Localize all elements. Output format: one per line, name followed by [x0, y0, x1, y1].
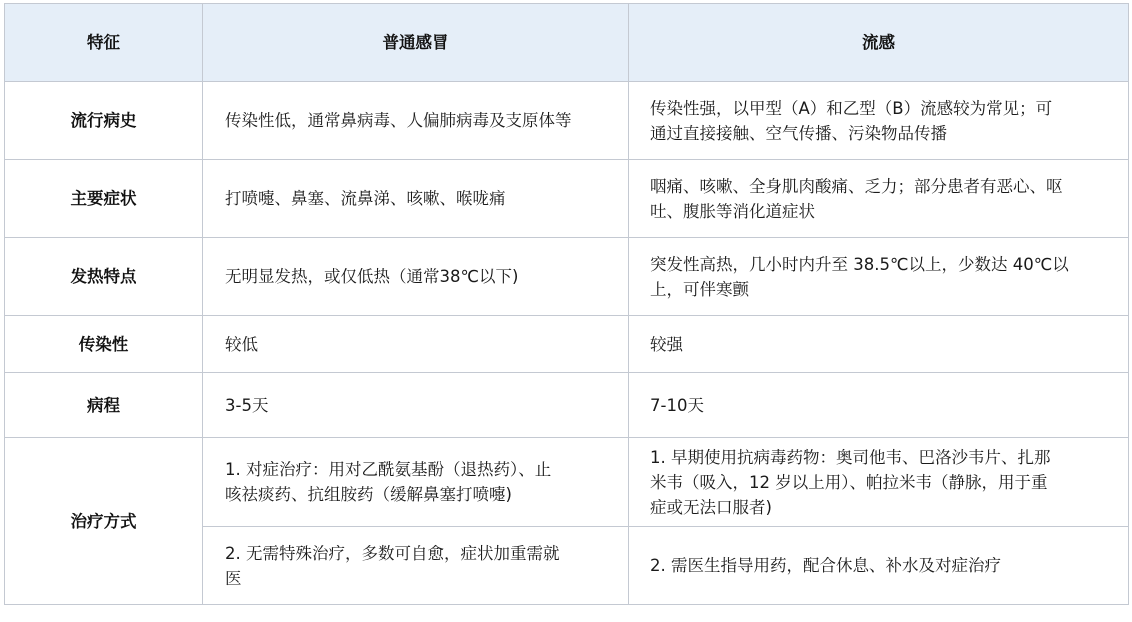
header-feature: 特征 [5, 4, 203, 82]
cell-line: 较低 [225, 334, 258, 354]
row-feature: 流行病史 [5, 82, 203, 160]
table-row [5, 373, 1129, 438]
cold-cell [203, 373, 629, 438]
flu-cell [629, 373, 1129, 438]
cell-line: 症或无法口服者) [650, 497, 772, 517]
cell-line: 3-5天 [225, 395, 269, 415]
header-row [5, 4, 1129, 82]
table-row [5, 238, 1129, 316]
cell-line: 1. 对症治疗：用对乙酰氨基酚（退热药）、止 [225, 460, 552, 479]
cell-line: 吐、腹胀等消化道症状 [650, 201, 815, 221]
header-common-cold: 普通感冒 [203, 4, 629, 82]
table-row [5, 438, 1129, 527]
cell-line: 咽痛、咳嗽、全身肌肉酸痛、乏力；部分患者有恶心、呕 [650, 176, 1063, 196]
flu-cell [629, 82, 1129, 160]
cold-cell [203, 238, 629, 316]
flu-cell [629, 527, 1129, 605]
cold-cell [203, 316, 629, 373]
cell-line: 打喷嚏、鼻塞、流鼻涕、咳嗽、喉咙痛 [225, 189, 506, 208]
cold-cell [203, 438, 629, 527]
cell-line: 突发性高热，几小时内升至 38.5℃以上，少数达 40℃以 [650, 254, 1069, 274]
cell-line: 1. 早期使用抗病毒药物：奥司他韦、巴洛沙韦片、扎那 [650, 447, 1051, 467]
flu-cell [629, 438, 1129, 527]
table-row [5, 160, 1129, 238]
row-feature: 传染性 [5, 316, 203, 373]
cell-line: 7-10天 [650, 395, 704, 415]
cold-cell [203, 160, 629, 238]
cold-cell [203, 527, 629, 605]
flu-cell [629, 316, 1129, 373]
cell-line: 医 [225, 568, 242, 588]
row-feature-treatment: 治疗方式 [5, 438, 203, 605]
flu-cell [629, 238, 1129, 316]
flu-vs-cold-table [4, 3, 1129, 605]
cell-line: 米韦（吸入，12 岁以上用）、帕拉米韦（静脉，用于重 [650, 472, 1048, 492]
cell-line: 咳祛痰药、抗组胺药（缓解鼻塞打喷嚏) [225, 485, 512, 504]
flu-cell [629, 160, 1129, 238]
cell-line: 2. 需医生指导用药，配合休息、补水及对症治疗 [650, 556, 1001, 575]
cell-line: 上，可伴寒颤 [650, 279, 749, 299]
header-flu: 流感 [629, 4, 1129, 82]
row-feature: 主要症状 [5, 160, 203, 238]
table-row [5, 316, 1129, 373]
cold-cell [203, 82, 629, 160]
cell-line: 通过直接接触、空气传播、污染物品传播 [650, 123, 947, 143]
cell-line: 无明显发热，或仅低热（通常38℃以下) [225, 267, 519, 286]
cell-line: 2. 无需特殊治疗，多数可自愈，症状加重需就 [225, 543, 560, 563]
row-feature: 病程 [5, 373, 203, 438]
cell-line: 传染性低，通常鼻病毒、人偏肺病毒及支原体等 [225, 111, 572, 130]
row-feature: 发热特点 [5, 238, 203, 316]
table-row [5, 82, 1129, 160]
cell-line: 传染性强，以甲型（A）和乙型（B）流感较为常见；可 [650, 98, 1053, 118]
cell-line: 较强 [650, 334, 683, 354]
